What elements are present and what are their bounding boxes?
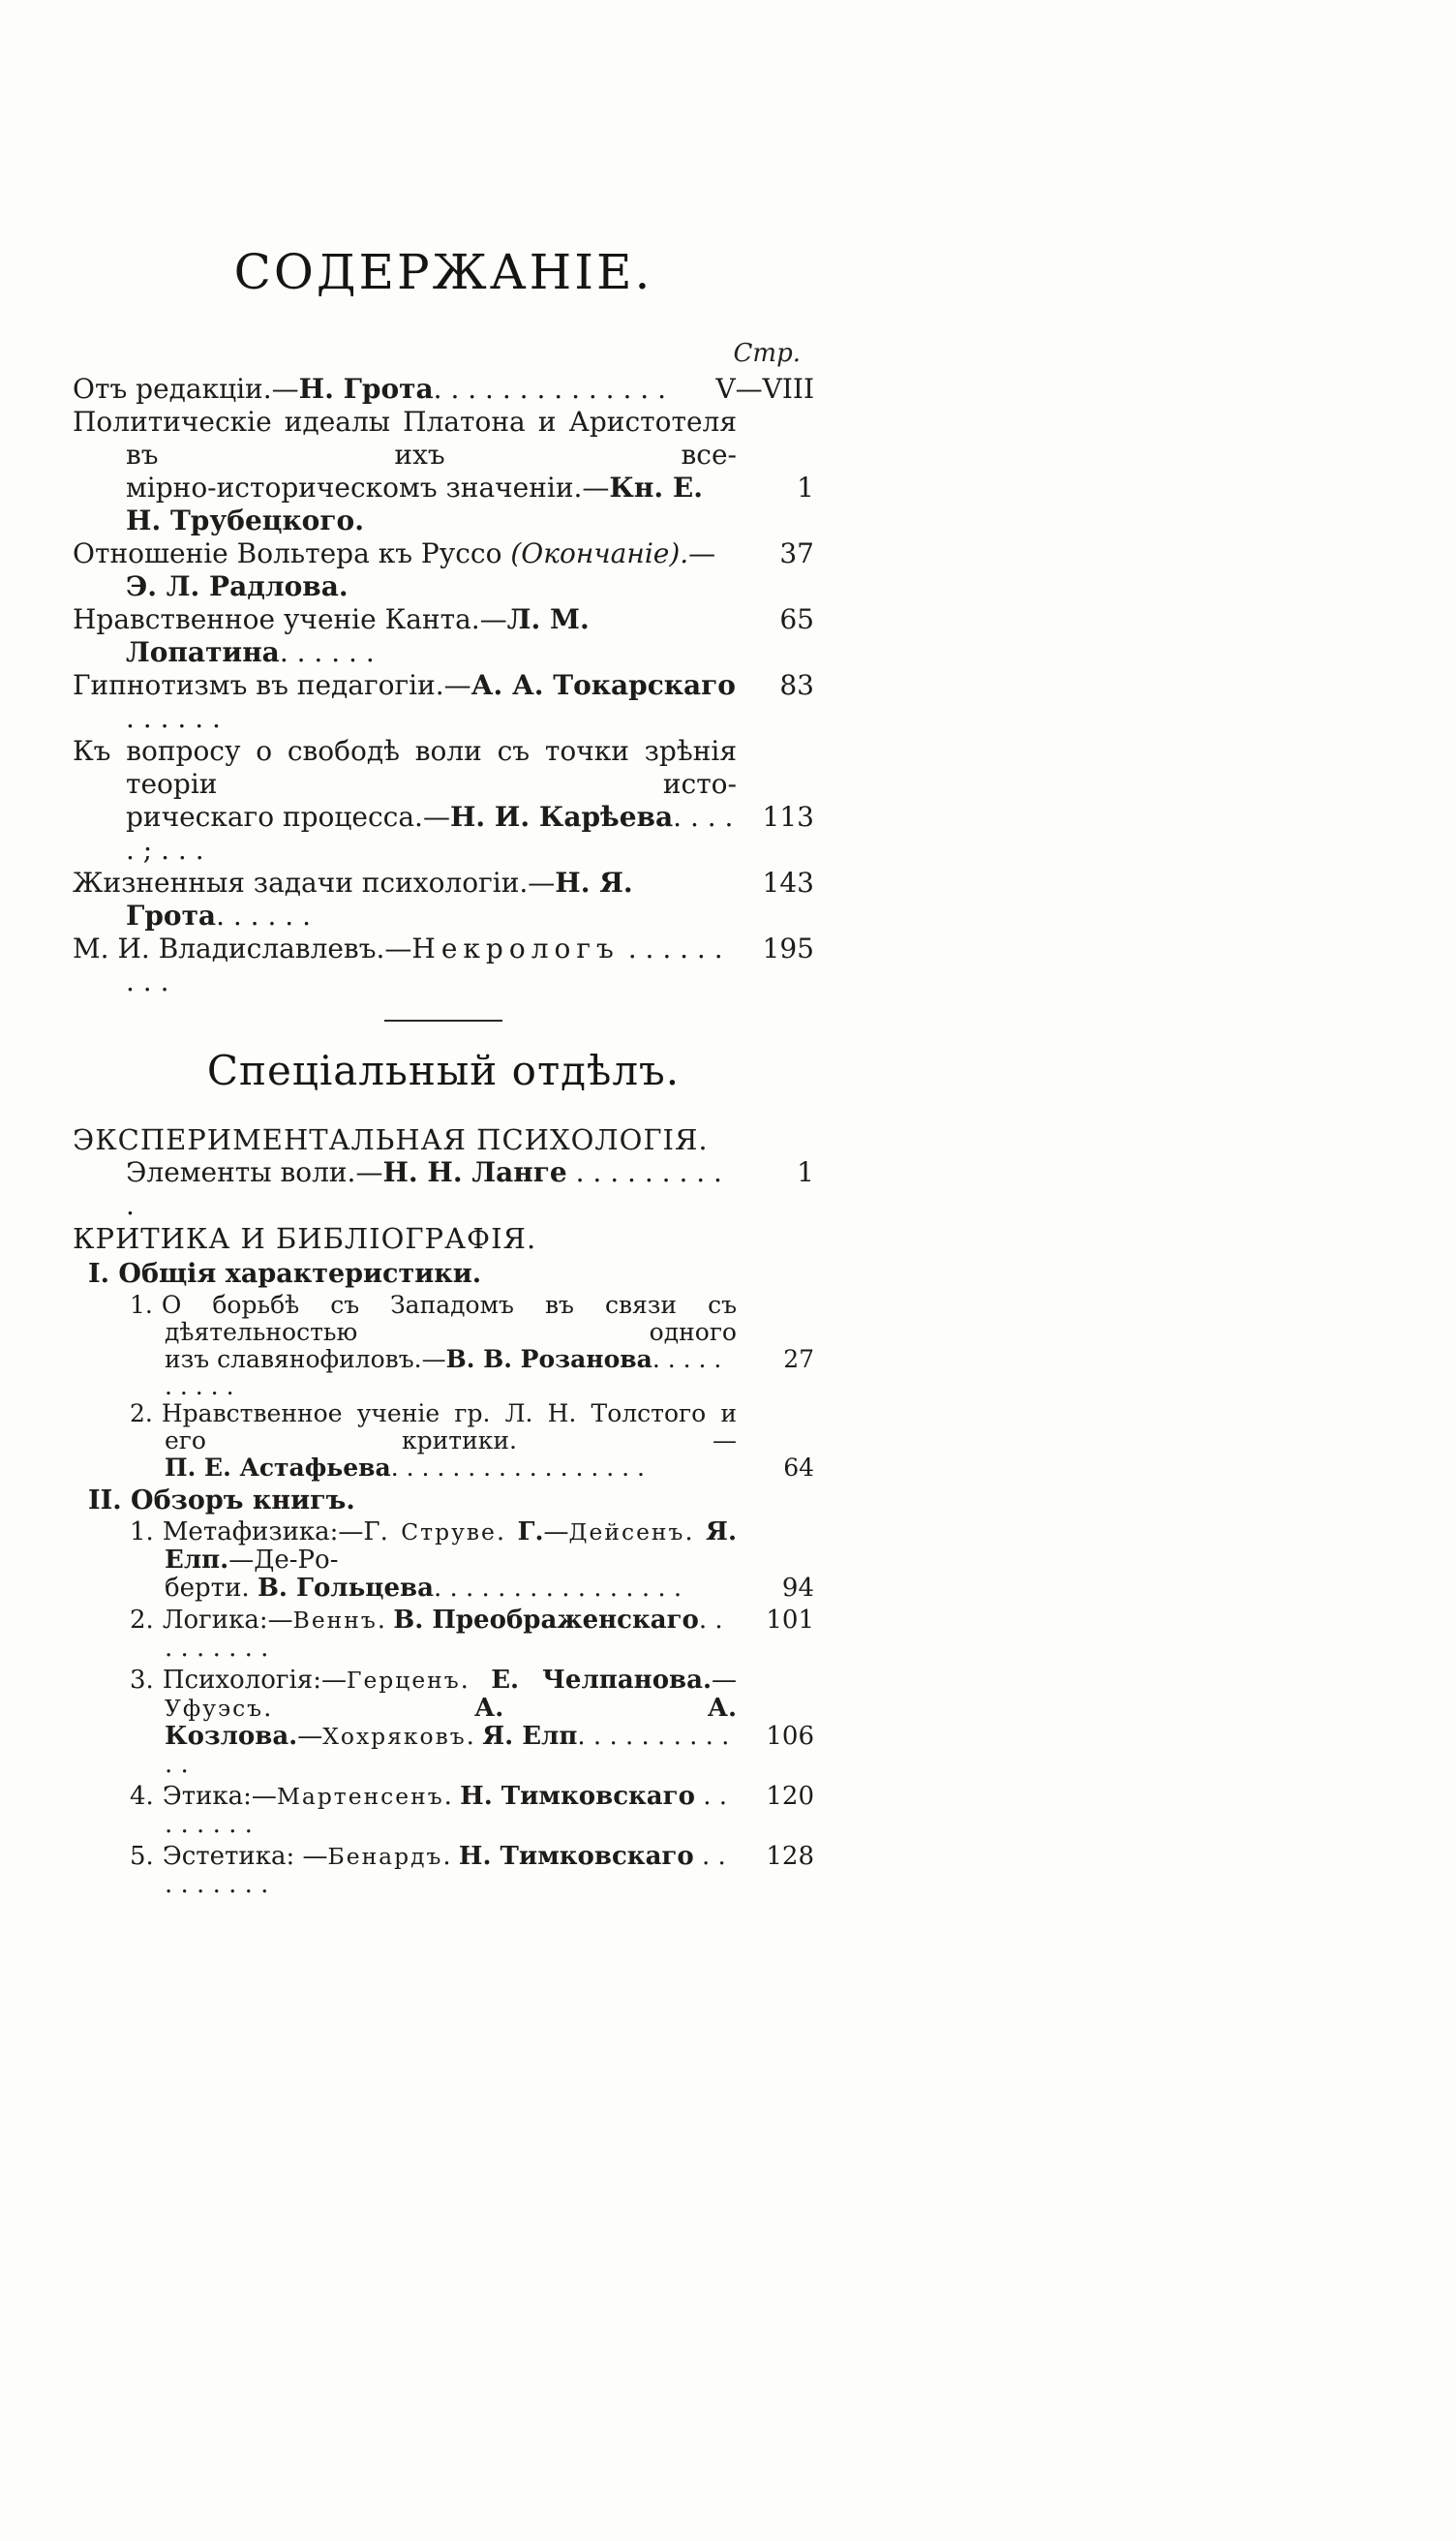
- entry-line: [130, 1666, 814, 1723]
- text-segment: мірно-историческомъ значеніи.—: [126, 472, 610, 504]
- text-segment: . . . . . . . .: [165, 1782, 727, 1839]
- text-segment: В. В. Розанова: [445, 1345, 652, 1373]
- special-entry: [73, 1485, 814, 1515]
- entry-number: 2.: [130, 1399, 153, 1427]
- entry-line: [73, 1222, 814, 1255]
- text-segment: Н. Тимковскаго: [460, 1782, 695, 1811]
- entry-number: 5.: [130, 1842, 154, 1871]
- text-segment: Е. Челпанова.: [491, 1666, 713, 1695]
- special-entry: [73, 1667, 814, 1779]
- text-segment: Отъ редакціи.—: [73, 373, 299, 405]
- special-entry: [73, 1123, 814, 1156]
- entry-line: [73, 406, 814, 472]
- page-number: 120: [766, 1782, 814, 1811]
- text-segment: . . . . . .: [279, 636, 375, 668]
- page-number: 101: [766, 1606, 814, 1635]
- text-segment: —Де-Ро-: [228, 1546, 339, 1575]
- text-segment: КРИТИКА И БИБЛІОГРАФІЯ.: [73, 1222, 537, 1255]
- page-number: 143: [762, 867, 814, 899]
- text-segment: Политическіе идеалы Платона и Аристотеля въ ихъ все-: [73, 406, 737, 471]
- text-segment: Элементы воли.—: [126, 1156, 383, 1188]
- text-segment: Кн. Е. Н. Трубецкого.: [126, 472, 703, 536]
- entry-line: [165, 1575, 814, 1603]
- special-entry: [73, 1259, 814, 1289]
- entry-line: [73, 1123, 814, 1156]
- entry-line: [126, 1156, 814, 1222]
- special-entry: [73, 1607, 814, 1663]
- text-segment: Некрологъ: [411, 933, 620, 964]
- text-segment: .: [443, 1782, 461, 1811]
- text-segment: В. Гольцева: [257, 1574, 434, 1603]
- entry-line: [73, 669, 814, 735]
- text-segment: . . . . . . . . . . . . . . . . .: [390, 1454, 645, 1482]
- toc-main-list: [73, 373, 814, 998]
- entry-line: [126, 801, 814, 867]
- text-segment: Н. Тимковскаго: [458, 1842, 694, 1871]
- text-segment: . . . . . . . . . .: [165, 1345, 722, 1400]
- text-segment: —: [712, 1666, 738, 1695]
- entry-line: [165, 1454, 814, 1482]
- text-segment: .: [377, 1606, 394, 1635]
- text-segment: Нравственное ученіе Канта.—: [73, 603, 507, 635]
- page-number: 195: [762, 933, 814, 964]
- text-segment: рическаго процесса.—: [126, 801, 450, 833]
- text-segment: Н. И. Карѣева: [449, 801, 674, 833]
- text-segment: Метафизика:—Г.: [162, 1517, 402, 1546]
- text-segment: Л. М. Лопатина: [126, 603, 590, 668]
- toc-entry: [73, 735, 814, 867]
- entry-line: [126, 472, 814, 537]
- text-segment: . . . . . . . . . . . .: [165, 1722, 730, 1779]
- page-number: V—VIII: [715, 373, 814, 405]
- page-number: 27: [783, 1345, 814, 1373]
- special-entry: [73, 1400, 814, 1482]
- entry-line: [73, 867, 814, 933]
- entry-line: [130, 1606, 814, 1663]
- entry-line: [88, 1259, 814, 1289]
- page-number: 37: [779, 537, 814, 569]
- text-segment: Я. Елп: [482, 1722, 578, 1751]
- page-title: СОДЕРЖАНІЕ.: [233, 244, 653, 300]
- text-segment: Мартенсенъ: [276, 1783, 444, 1810]
- special-entry: [73, 1843, 814, 1899]
- text-segment: .: [496, 1517, 518, 1546]
- text-segment: А. А. Токарскаго: [470, 669, 736, 701]
- page-number: 1: [797, 472, 814, 504]
- page-number: 94: [781, 1574, 814, 1603]
- text-segment: Эстетика: —: [162, 1842, 328, 1871]
- entry-line: [130, 1842, 814, 1899]
- toc-entry: [73, 537, 814, 603]
- text-segment: —: [297, 1722, 323, 1751]
- entry-line: [165, 1723, 814, 1779]
- text-segment: I. Общія характеристики.: [88, 1259, 482, 1289]
- entry-number: 1.: [130, 1291, 153, 1319]
- text-segment: Бенардъ: [327, 1843, 443, 1870]
- page-number: 65: [779, 603, 814, 635]
- special-entry: [73, 1783, 814, 1839]
- text-segment: . . . . . .: [216, 900, 311, 932]
- text-segment: Къ вопросу о свободѣ воли съ точки зрѣнія теоріи исто-: [73, 735, 737, 800]
- text-segment: Гипнотизмъ въ педагогіи.—: [73, 669, 471, 701]
- text-segment: —: [688, 537, 716, 569]
- text-segment: Козлова.: [165, 1722, 298, 1751]
- text-segment: .: [442, 1842, 459, 1871]
- page-number: 64: [783, 1454, 814, 1482]
- text-segment: Н. Н. Ланге: [382, 1156, 567, 1188]
- text-segment: Логика:—: [162, 1606, 293, 1635]
- text-segment: Г.: [517, 1517, 544, 1546]
- text-segment: Отношеніе Вольтера къ Руссо: [73, 537, 511, 569]
- text-segment: . . . . . . . . .: [165, 1842, 726, 1899]
- text-segment: М. И. Владиславлевъ.—: [73, 933, 412, 964]
- entry-line: [165, 1346, 814, 1400]
- text-segment: П. Е. Астафьева: [165, 1454, 391, 1482]
- text-segment: Жизненныя задачи психологіи.—: [73, 867, 556, 899]
- text-segment: . . . . . ; . . .: [126, 801, 734, 866]
- text-segment: Дейсенъ: [568, 1518, 685, 1546]
- special-entry: [73, 1156, 814, 1222]
- text-segment: Веннъ: [292, 1607, 378, 1634]
- text-segment: . . . . . . . . . .: [126, 1156, 722, 1221]
- entry-line: [73, 373, 814, 406]
- entry-line: [130, 1399, 814, 1454]
- entry-number: 4.: [130, 1782, 154, 1811]
- text-segment: Н. Грота: [298, 373, 434, 405]
- text-segment: . . . . . . . . .: [165, 1606, 723, 1663]
- text-segment: . . . . . .: [126, 702, 221, 734]
- text-segment: А. А.: [474, 1694, 737, 1723]
- text-segment: . . . . . . . . . . . . . .: [433, 373, 666, 405]
- text-segment: О борьбѣ съ Западомъ въ связи съ дѣятельностью одного: [161, 1291, 737, 1346]
- text-segment: Я. Елп.: [165, 1517, 738, 1575]
- text-segment: Струве: [401, 1518, 497, 1546]
- text-segment: (Окончаніе).: [510, 537, 689, 569]
- page-number: 1: [797, 1156, 814, 1188]
- text-segment: Герценъ: [346, 1667, 461, 1694]
- text-segment: Н. Я. Грота: [126, 867, 633, 932]
- text-segment: В. Преображенскаго: [393, 1606, 699, 1635]
- entry-line: [130, 1782, 814, 1839]
- page-number: 106: [766, 1722, 814, 1751]
- toc-entry: [73, 406, 814, 537]
- page-column-header: Стр.: [733, 339, 801, 368]
- text-segment: Э. Л. Радлова.: [126, 570, 349, 602]
- toc-entry: [73, 373, 814, 406]
- entry-line: [73, 735, 814, 801]
- text-segment: Уфуэсъ: [165, 1695, 264, 1722]
- text-segment: Психологія:—: [162, 1666, 347, 1695]
- section-title: Спеціальный отдѣлъ.: [206, 1047, 681, 1094]
- divider-rule: [384, 1020, 502, 1022]
- text-segment: берти.: [165, 1574, 258, 1603]
- page-content: [73, 244, 814, 1903]
- entry-line: [73, 933, 814, 998]
- special-entry: [73, 1518, 814, 1603]
- text-segment: изъ славянофиловъ.—: [165, 1345, 446, 1373]
- entry-line: [130, 1291, 814, 1346]
- text-segment: Хохряковъ: [322, 1723, 467, 1750]
- entry-line: [73, 537, 814, 603]
- page-number: 128: [766, 1842, 814, 1871]
- text-segment: .: [460, 1666, 492, 1695]
- toc-entry: [73, 603, 814, 669]
- text-segment: —: [543, 1517, 569, 1546]
- text-segment: II. Обзоръ книгъ.: [88, 1485, 355, 1515]
- toc-entry: [73, 669, 814, 735]
- toc-entry: [73, 867, 814, 933]
- text-segment: . . . . . . . . .: [126, 933, 723, 997]
- page-number: 83: [779, 669, 814, 701]
- special-entry: [73, 1292, 814, 1400]
- entry-number: 3.: [130, 1666, 154, 1695]
- text-segment: .: [466, 1722, 483, 1751]
- page-number: 113: [762, 801, 814, 833]
- text-segment: . . . . . . . . . . . . . . . .: [433, 1574, 682, 1603]
- entry-line: [130, 1517, 814, 1575]
- entry-number: 2.: [130, 1606, 154, 1635]
- text-segment: Этика:—: [162, 1782, 277, 1811]
- text-segment: .: [263, 1694, 475, 1723]
- text-segment: ЭКСПЕРИМЕНТАЛЬНАЯ ПСИХОЛОГІЯ.: [73, 1123, 709, 1156]
- toc-entry: [73, 933, 814, 998]
- entry-number: 1.: [130, 1517, 154, 1546]
- entry-line: [73, 603, 814, 669]
- special-entry: [73, 1222, 814, 1255]
- text-segment: .: [684, 1517, 707, 1546]
- special-section-list: [73, 1123, 814, 1899]
- entry-line: [88, 1485, 814, 1515]
- text-segment: Нравственное ученіе гр. Л. Н. Толстого и его критики. —: [161, 1399, 737, 1454]
